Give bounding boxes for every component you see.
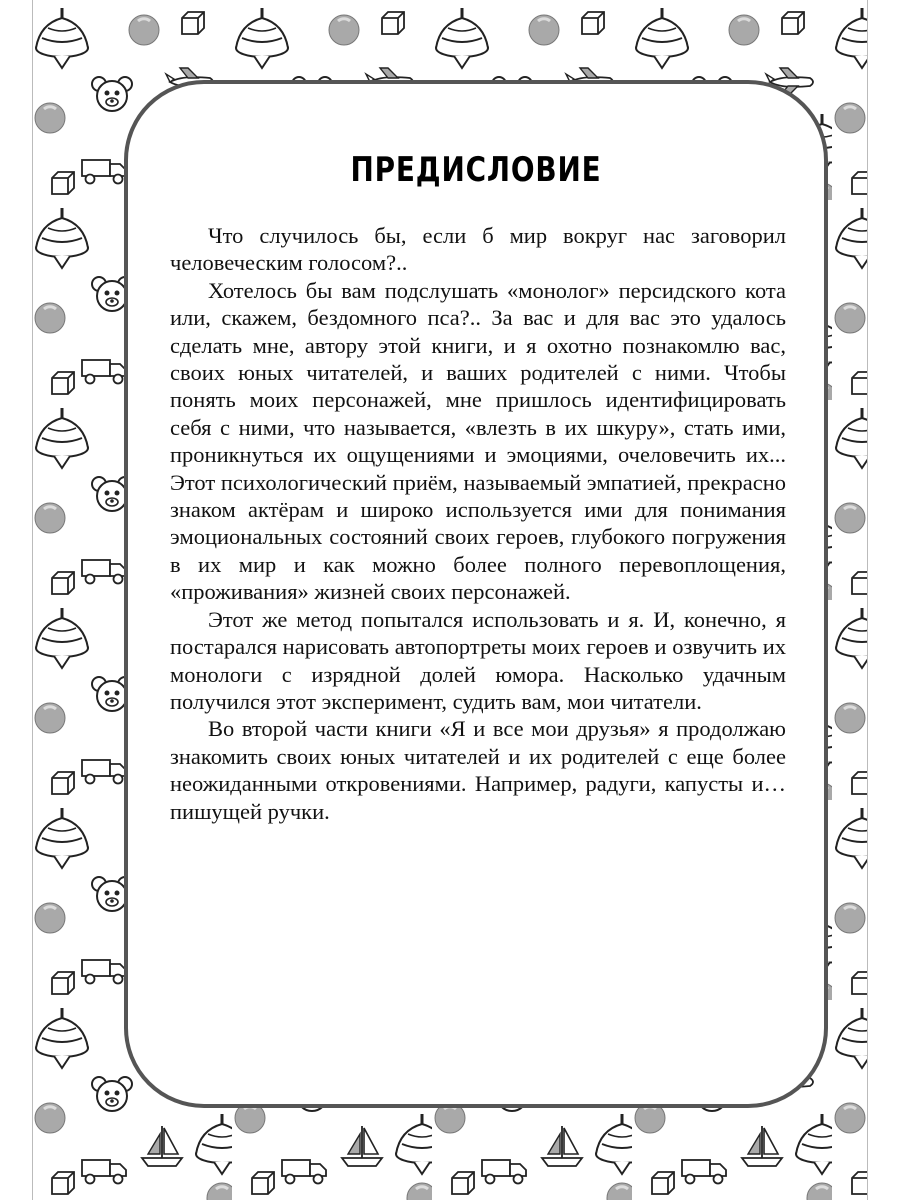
paragraph: Что случилось бы, если б мир вокруг нас заговорил человеческим голосом?.. — [170, 223, 786, 276]
preface-body — [170, 222, 786, 825]
paragraph: Этот же метод попытался использовать и я. И, конечно, я постарался нарисовать автопортреты моих героев и озвучить их монологи с изрядной долей юмора. Насколько удачным получился этот эксперимент, судить вам, мои читатели. — [170, 606, 786, 714]
paragraph: Хотелось бы вам подслушать «монолог» персидского кота или, скажем, бездомного пса?.. За вас и для вас это удалось сделать мне, автору этой книги, и я охотно познакомлю вас, своих юных читателей, и ваших родителей с ними. Чтобы понять моих персонажей, мне пришлось идентифицировать себя с ними, что называется, «влезть в их шкуру», стать ими, проникнуться их ощущениями и эмоциями, очеловечить их... Этот психологический приём, называемый эмпатией, прекрасно знаком актёрам и широко используется ими для понимания эмоциональных состояний своих героев, глубокого погружения в их мир и как можно более полного перевоплощения, «проживания» жизней своих персонажей. — [170, 277, 786, 605]
paragraph: Во второй части книги «Я и все мои друзья» я продолжаю знакомить своих юных читателей и их родителей с еще более неожиданными откровениями. Например, радуги, капусты и… пишущей ручки. — [170, 716, 786, 824]
page-title: ПРЕДИСЛОВИЕ — [350, 150, 602, 190]
